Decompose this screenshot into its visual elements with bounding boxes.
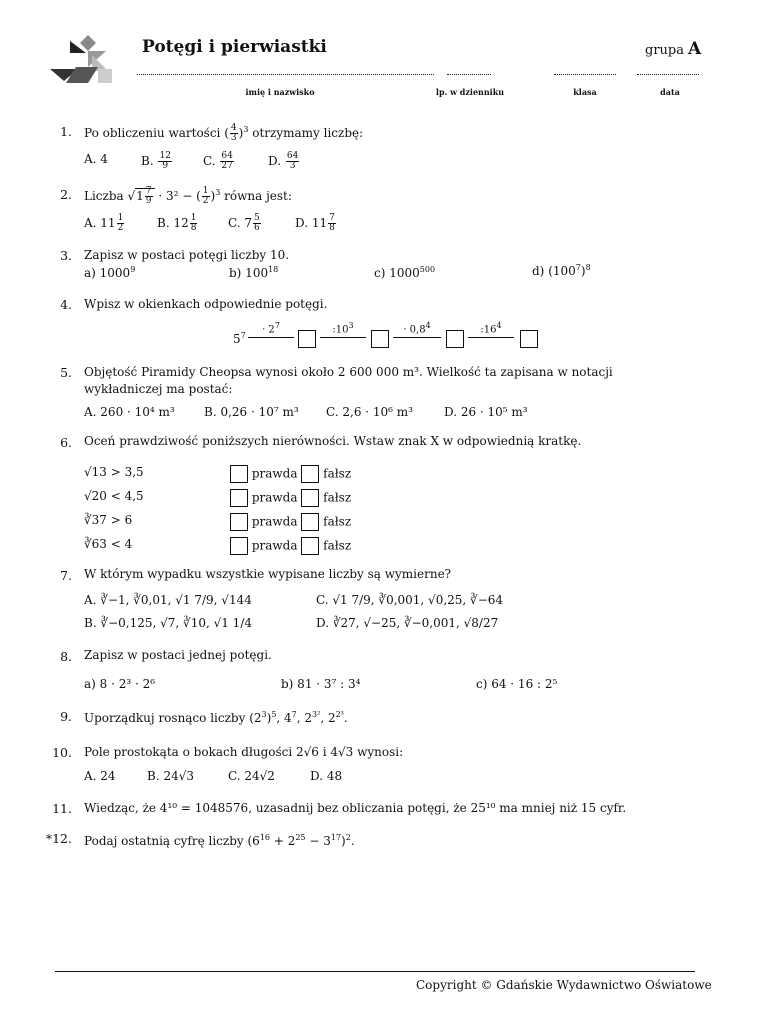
- q7-option-a[interactable]: A. ∛−1, ∛0,01, √1 7/9, √144: [84, 593, 252, 607]
- q5-number: 5.: [60, 365, 72, 380]
- q4-box1[interactable]: [298, 330, 316, 348]
- q8-number: 8.: [60, 649, 72, 664]
- q7-text: W którym wypadku wszystkie wypisane liczby są wymierne?: [84, 567, 452, 581]
- publisher-logo: [48, 33, 114, 85]
- q4-op3: · $0,8^4$: [403, 321, 431, 336]
- q6-ineq-1: √13 > 3,5: [84, 465, 144, 479]
- q12-text: Podaj ostatnią cyfrę liczby $(6^{16} + 2^{25} - 3^{17})^2$.: [84, 833, 355, 848]
- q4-arrow3: [393, 337, 441, 338]
- q1-option-a[interactable]: A. 4: [84, 152, 108, 166]
- q6-row3-true-box[interactable]: [230, 513, 248, 531]
- q10-option-a[interactable]: A. 24: [84, 769, 116, 783]
- q4-start: $5^7$: [233, 331, 246, 346]
- q7-number: 7.: [60, 568, 72, 583]
- q4-box2[interactable]: [371, 330, 389, 348]
- q4-arrow4: [468, 337, 514, 338]
- q6-row4-false-box[interactable]: [301, 537, 319, 555]
- class-field-line[interactable]: [554, 74, 616, 75]
- q3-text: Zapisz w postaci potęgi liczby 10.: [84, 248, 290, 262]
- q6-ineq-3: ∛37 > 6: [84, 513, 133, 527]
- q6-row2-choices: prawda fałsz: [230, 489, 351, 507]
- q1-option-b[interactable]: B. $\frac{12}{9}$: [141, 151, 171, 171]
- q2-option-b[interactable]: B. 12 $\frac{1}{8}$: [157, 213, 197, 233]
- q6-row3-choices: prawda fałsz: [230, 513, 351, 531]
- q11-text: Wiedząc, że 4¹⁰ = 1048576, uzasadnij bez obliczania potęgi, że 25¹⁰ ma mniej niż 15 cyfr.: [84, 801, 627, 815]
- q5-option-c[interactable]: C. 2,6 · 10⁶ m³: [326, 405, 413, 419]
- copyright: Copyright © Gdańskie Wydawnictwo Oświatowe: [416, 978, 712, 992]
- q12-number: *12.: [45, 831, 72, 846]
- q4-box3[interactable]: [446, 330, 464, 348]
- group-letter: A: [687, 39, 702, 59]
- q8-option-c[interactable]: c) 64 · 16 : 2⁵: [476, 677, 558, 691]
- q10-option-b[interactable]: B. 24√3: [147, 769, 194, 783]
- name-label: imię i nazwisko: [245, 87, 315, 97]
- q6-row1-true-box[interactable]: [230, 465, 248, 483]
- q1-text: Po obliczeniu wartości ( $\frac{4}{3}$ )$^3$ otrzymamy liczbę:: [84, 123, 364, 143]
- q4-op4: $:16^4$: [480, 321, 502, 336]
- class-label: klasa: [573, 87, 597, 97]
- q3-option-b[interactable]: b) $100^{18}$: [229, 265, 279, 280]
- q8-option-a[interactable]: a) 8 · 2³ · 2⁶: [84, 677, 156, 691]
- q2-option-a[interactable]: A. 11 $\frac{1}{2}$: [84, 213, 124, 233]
- q4-text: Wpisz w okienkach odpowiednie potęgi.: [84, 297, 328, 311]
- name-field-line[interactable]: [137, 74, 434, 75]
- q6-row4-choices: prawda fałsz: [230, 537, 351, 555]
- q6-row3-false-box[interactable]: [301, 513, 319, 531]
- q7-option-d[interactable]: D. ∛27, √−25, ∛−0,001, √8/27: [316, 616, 499, 630]
- q3-number: 3.: [60, 248, 72, 263]
- number-field-line[interactable]: [447, 74, 491, 75]
- q5-option-a[interactable]: A. 260 · 10⁴ m³: [84, 405, 175, 419]
- q3-option-d[interactable]: d) $(100^7)^8$: [532, 263, 591, 278]
- q1-number: 1.: [60, 124, 72, 139]
- group-label: grupa A: [645, 39, 702, 59]
- q4-arrow2: [320, 337, 366, 338]
- q5-option-d[interactable]: D. 26 · 10⁵ m³: [444, 405, 528, 419]
- q2-option-d[interactable]: D. 11 $\frac{7}{8}$: [295, 213, 335, 233]
- q6-ineq-2: √20 < 4,5: [84, 489, 144, 503]
- q5-option-b[interactable]: B. 0,26 · 10⁷ m³: [204, 405, 299, 419]
- q3-option-a[interactable]: a) 1000$^9$: [84, 265, 136, 280]
- q6-row4-true-box[interactable]: [230, 537, 248, 555]
- q4-box4[interactable]: [520, 330, 538, 348]
- q11-number: 11.: [52, 801, 72, 816]
- q8-option-b[interactable]: b) 81 · 3⁷ : 3⁴: [281, 677, 361, 691]
- q6-row1-choices: prawda fałsz: [230, 465, 351, 483]
- q10-option-d[interactable]: D. 48: [310, 769, 343, 783]
- q3-option-c[interactable]: c) 1000$^{500}$: [374, 265, 436, 280]
- q6-text: Oceń prawdziwość poniższych nierówności. Wstaw znak X w odpowiednią kratkę.: [84, 434, 582, 448]
- q6-ineq-4: ∛63 < 4: [84, 537, 133, 551]
- q4-op2: $:10^3$: [332, 321, 354, 336]
- q5-text: Objętość Piramidy Cheopsa wynosi około 2 600 000 m³. Wielkość ta zapisana w notacji wykładniczej ma postać:: [84, 365, 613, 396]
- date-field-line[interactable]: [637, 74, 699, 75]
- q10-number: 10.: [52, 745, 72, 760]
- q9-text: Uporządkuj rosnąco liczby $(2^3)^5$, $4^7$, $2^{3^2}$, $2^{2^3}$.: [84, 710, 348, 725]
- q8-text: Zapisz w postaci jednej potęgi.: [84, 648, 272, 662]
- q4-op1: · $2^7$: [262, 321, 280, 336]
- q2-option-c[interactable]: C. 7 $\frac{5}{6}$: [228, 213, 260, 233]
- q7-option-c[interactable]: C. √1 7/9, ∛0,001, √0,25, ∛−64: [316, 593, 504, 607]
- q10-text: Pole prostokąta o bokach długości 2√6 i 4√3 wynosi:: [84, 745, 404, 759]
- q6-row2-false-box[interactable]: [301, 489, 319, 507]
- page-title: Potęgi i pierwiastki: [142, 37, 327, 57]
- footer-divider: [55, 971, 695, 972]
- q9-number: 9.: [60, 709, 72, 724]
- q1-option-d[interactable]: D. $\frac{64}{3}$: [268, 151, 299, 171]
- q6-row1-false-box[interactable]: [301, 465, 319, 483]
- q6-row2-true-box[interactable]: [230, 489, 248, 507]
- q2-text: Liczba √1 $\frac{7}{9}$ · 3² − ( $\frac{1}{2}$ )$^3$ równa jest:: [84, 186, 292, 206]
- q1-option-c[interactable]: C. $\frac{64}{27}$: [203, 151, 233, 171]
- date-label: data: [660, 87, 680, 97]
- q7-option-b[interactable]: B. ∛−0,125, √7, ∛10, √1 1/4: [84, 616, 252, 630]
- q10-option-c[interactable]: C. 24√2: [228, 769, 275, 783]
- q4-arrow1: [248, 337, 294, 338]
- q4-number: 4.: [60, 297, 72, 312]
- q2-number: 2.: [60, 187, 72, 202]
- q6-number: 6.: [60, 435, 72, 450]
- number-label: lp. w dzienniku: [435, 87, 505, 97]
